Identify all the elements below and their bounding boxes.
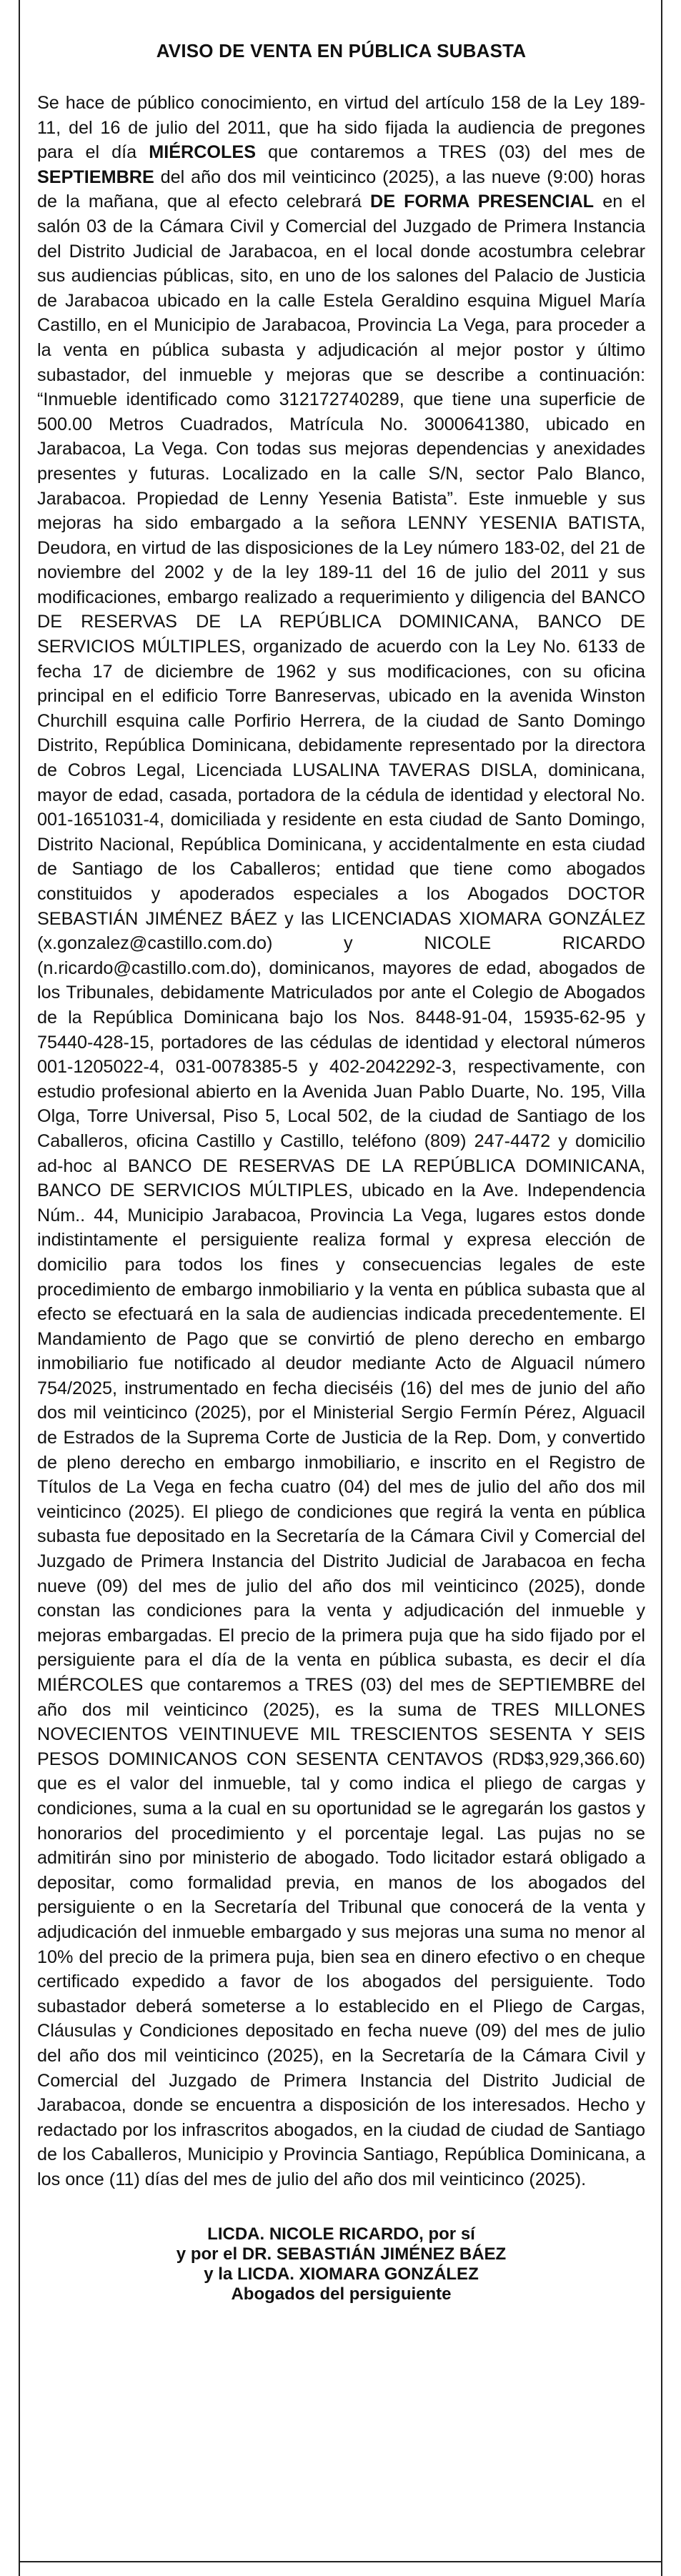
- body-text-run: que contaremos a TRES (03) del mes de: [256, 142, 645, 163]
- legal-notice: [19, 0, 662, 2576]
- bottom-border: [19, 2561, 662, 2562]
- notice-title: AVISO DE VENTA EN PÚBLICA SUBASTA: [156, 40, 527, 61]
- body-text-run: del año dos mil veinticinco (2025), a las nueve (9:00) horas de la mañana, que al efecto celebrará: [37, 166, 645, 212]
- body-text-run: en el salón 03 de la Cámara Civil y Comercial del Juzgado de Primera Instancia del Distrito Judicial de Jarabacoa, en el local donde acostumbra celebrar sus audiencias públicas, sito, en uno de los salones del Palacio de Justicia de Jarabacoa ubicado en la calle Estela Geraldino esquina Miguel María Castillo, en el Municipio de Jarabacoa, Provincia La Vega, para proceder a la venta en pública subasta y adjudicación al mejor postor y último subastador, del inmueble y mejoras que se describe a continuación: “Inmueble identificado como 312172740289, que tiene una superficie de 500.00 Metros Cuadrados, Matrícula No. 3000641380, ubicado en Jarabacoa, La Vega. Con todas sus mejoras dependencias y anexidades presentes y futuras. Localizado en la calle S/N, sector Palo Blanco, Jarabacoa. Propiedad de Lenny Yesenia Batista”. Este inmueble y sus mejoras ha sido embargado a la señora LENNY YESENIA BATISTA, Deudora, en virtud de las disposiciones de la Ley número 183-02, del 21 de noviembre del 2002 y de la ley 189-11 del 16 de julio del 2011 y sus modificaciones, embargo realizado a requerimiento y diligencia del BANCO DE RESERVAS DE LA REPÚBLICA DOMINICANA, BANCO DE SERVICIOS MÚLTIPLES, organizado de acuerdo con la Ley No. 6133 de fecha 17 de diciembre de 1962 y sus modificaciones, con su oficina principal en el edificio Torre Banreservas, ubicado en la avenida Winston Churchill esquina calle Porfirio Herrera, de la ciudad de Santo Domingo Distrito, República Dominicana, debidamente representado por la directora de Cobros Legal, Licenciada LUSALINA TAVERAS DISLA, dominicana, mayor de edad, casada, portadora de la cédula de identidad y electoral No. 001-1651031-4, domiciliada y residente en esta ciudad de Santo Domingo, Distrito Nacional, República Dominicana, y accidentalmente en esta ciudad de Santiago de los Caballeros; entidad que tiene como abogados constituidos y apoderados especiales a los Abogados DOCTOR SEBASTIÁN JIMÉNEZ BÁEZ y las LICENCIADAS XIOMARA GONZÁLEZ (x.gonzalez@castillo.com.do) y NICOLE RICARDO (n.ricardo@castillo.com.do), dominicanos, mayores de edad, abogados de los Tribunales, debidamente Matriculados por ante el Colegio de Abogados de la República Dominicana bajo los Nos. 8448-91-04, 15935-62-95 y 75440-428-15, portadores de las cédulas de identidad y electoral números 001-1205022-4, 031-0078385-5 y 402-2042292-3, respectivamente, con estudio profesional abierto en la Avenida Juan Pablo Duarte, No. 195, Villa Olga, Torre Universal, Piso 5, Local 502, de la ciudad de Santiago de los Caballeros, oficina Castillo y Castillo, teléfono (809) 247-4472 y domicilio ad-hoc al BANCO DE RESERVAS DE LA REPÚBLICA DOMINICANA, BANCO DE SERVICIOS MÚLTIPLES, ubicado en la Ave. Independencia Núm.. 44, Municipio Jarabacoa, Provincia La Vega, lugares estos donde indistintamente el persiguiente realiza formal y expresa elección de domicilio para todos los fines y consecuencias legales de este procedimiento de embargo inmobiliario y la venta en pública subasta que al efecto se efectuará en la sala de audiencias indicada precedentemente. El Mandamiento de Pago que se convirtió de pleno derecho en embargo inmobiliario fue notificado al deudor mediante Acto de Alguacil número 754/2025, instrumentado en fecha dieciséis (16) del mes de junio del año dos mil veinticinco (2025), por el Ministerial Sergio Fermín Pérez, Alguacil de Estrados de la Suprema Corte de Justicia de la Rep. Dom, y convertido de pleno derecho en embargo inmobiliario, e inscrito en el Registro de Títulos de La Vega en fecha cuatro (04) del mes de julio del año dos mil veinticinco (2025). El pliego de condiciones que regirá la venta en pública subasta fue depositado en la Secretaría de la Cámara Civil y Comercial del Juzgado de Primera Instancia del Distrito Judicial de Jarabacoa en fecha nueve (09) del mes de julio del año dos mil veinticinco (2025), donde constan las condiciones para la venta y adjudicación del inmueble y mejoras embargadas. El precio de la primera puja que ha sido fijado por el persiguiente para el día de la venta en pública subasta, es decir el día MIÉRCOLES que contaremos a TRES (03) del mes de SEPTIEMBRE del año dos mil veinticinco (2025), es la suma de TRES MILLONES NOVECIENTOS VEINTINUEVE MIL TRESCIENTOS SESENTA Y SEIS PESOS DOMINICANOS CON SESENTA CENTAVOS (RD$3,929,366.60) que es el valor del inmueble, tal y como indica el pliego de cargas y condiciones, suma a la cual en su oportunidad se le agregarán los gastos y honorarios del procedimiento y el porcentaje legal. Las pujas no se admitirán sino por ministerio de abogado. Todo licitador estará obligado a depositar, como formalidad previa, en manos de los abogados del persiguiente o en la Secretaría del Tribunal que conocerá de la venta y adjudicación del inmueble embargado y sus mejoras una suma no menor al 10% del precio de la primera puja, bien sea en dinero efectivo o en cheque certificado expedido a favor de los abogados del persiguiente. Todo subastador deberá someterse a lo establecido en el Pliego de Cargas, Cláusulas y Condiciones depositado en fecha nueve (09) del mes de julio del año dos mil veinticinco (2025), en la Secretaría de la Cámara Civil y Comercial del Juzgado de Primera Instancia del Distrito Judicial de Jarabacoa, donde se encuentra a disposición de los interesados. Hecho y redactado por los infrascritos abogados, en la ciudad de ciudad de Santiago de los Caballeros, Municipio y Provincia Santiago, República Dominicana, a los once (11) días del mes de julio del año dos mil veinticinco (2025).: [37, 192, 645, 2189]
- signature-line-1: LICDA. NICOLE RICARDO, por sí: [207, 2224, 475, 2244]
- emphasis-text: MIÉRCOLES: [149, 142, 257, 163]
- signature-line-3: y la LICDA. XIOMARA GONZÁLEZ: [204, 2264, 479, 2284]
- notice-content: [20, 40, 661, 2304]
- notice-body: [37, 91, 645, 2192]
- signature-line-4: Abogados del persiguiente: [231, 2284, 452, 2304]
- emphasis-text: DE FORMA PRESENCIAL: [370, 192, 595, 212]
- signature-line-2: y por el DR. SEBASTIÁN JIMÉNEZ BÁEZ: [176, 2244, 507, 2264]
- emphasis-text: SEPTIEMBRE: [37, 166, 154, 187]
- signature-block: [37, 2224, 645, 2304]
- body-text-run: Se hace de público conocimiento, en virtud del artículo 158 de la Ley 189-11, del 16 de julio del 2011, que ha sido fijada la audiencia de pregones para el día: [37, 93, 645, 163]
